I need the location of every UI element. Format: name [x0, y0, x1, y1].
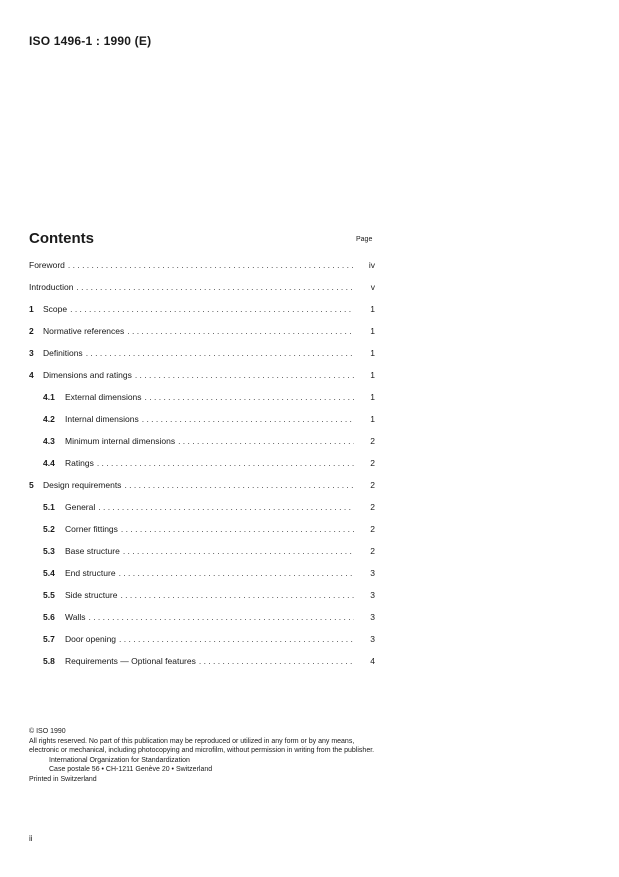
toc-entry-title: Design requirements: [43, 480, 122, 490]
toc-entry-5-2[interactable]: [29, 524, 375, 546]
document-id: ISO 1496-1 : 1990 (E): [29, 34, 152, 48]
toc-entry-5-8[interactable]: [29, 656, 375, 678]
toc-entry-title: Minimum internal dimensions: [65, 436, 176, 446]
leader-dots: [119, 568, 354, 578]
toc-entry-number: 4.1: [43, 392, 55, 402]
leader-dots: [145, 392, 354, 402]
toc-entry-title: Definitions: [43, 348, 83, 358]
leader-dots: [121, 524, 354, 534]
leader-dots: [178, 436, 354, 446]
toc-entry-5-5[interactable]: [29, 590, 375, 612]
toc-entry-title: Base structure: [65, 546, 120, 556]
leader-dots: [119, 634, 354, 644]
toc-entry-number: 4.2: [43, 414, 55, 424]
toc-entry-4[interactable]: [29, 370, 375, 392]
toc-entry-number: 5.6: [43, 612, 55, 622]
toc-entry-number: 4.4: [43, 458, 55, 468]
toc-entry-page: 3: [370, 634, 375, 644]
toc-entry-title: Ratings: [65, 458, 94, 468]
printed-in: Printed in Switzerland: [29, 775, 97, 783]
toc-entry-page: 1: [370, 326, 375, 336]
organization-address: Case postale 56 • CH-1211 Genève 20 • Switzerland: [49, 766, 213, 773]
toc-entry-page: 2: [370, 436, 375, 446]
toc-entry-page: 3: [370, 590, 375, 600]
toc-entry-number: 4.3: [43, 436, 55, 446]
leader-dots: [98, 502, 354, 512]
toc-entry-5-1[interactable]: [29, 502, 375, 524]
leader-dots: [88, 612, 354, 622]
toc-entry-title: General: [65, 502, 96, 512]
toc-entry-title: Dimensions and ratings: [43, 370, 132, 380]
toc-entry-page: 3: [370, 568, 375, 578]
toc-entry-page: iv: [368, 260, 375, 270]
toc-entry-title: Internal dimensions: [65, 414, 139, 424]
toc-entry-number: 5: [29, 480, 34, 490]
toc-entry-page: 4: [370, 656, 375, 666]
leader-dots: [123, 546, 354, 556]
copyright-block: [29, 727, 379, 784]
toc-entry-page: 1: [370, 348, 375, 358]
toc-entry-title: External dimensions: [65, 392, 142, 402]
toc-entry-title: Requirements — Optional features: [65, 656, 196, 666]
toc-entry-page: 2: [370, 480, 375, 490]
toc-entry-page: 1: [370, 392, 375, 402]
toc-entry-4-2[interactable]: [29, 414, 375, 436]
toc-entry-page: 2: [370, 502, 375, 512]
toc-entry-page: 1: [370, 304, 375, 314]
toc-entry-title: Corner fittings: [65, 524, 118, 534]
leader-dots: [86, 348, 354, 358]
toc-entry-5-7[interactable]: [29, 634, 375, 656]
toc-entry-title: Walls: [65, 612, 86, 622]
toc-entry-1[interactable]: [29, 304, 375, 326]
toc-entry-5-4[interactable]: [29, 568, 375, 590]
toc-entry-4-1[interactable]: [29, 392, 375, 414]
toc-entry-number: 3: [29, 348, 34, 358]
toc-entry-number: 5.7: [43, 634, 55, 644]
toc-entry-number: 1: [29, 304, 34, 314]
toc-entry-5-3[interactable]: [29, 546, 375, 568]
toc-entry-foreword[interactable]: [29, 260, 375, 282]
toc-entry-page: 2: [370, 524, 375, 534]
leader-dots: [127, 326, 354, 336]
toc-entry-number: 5.8: [43, 656, 55, 666]
toc-entry-title: Normative references: [43, 326, 125, 336]
toc-entry-page: v: [370, 282, 375, 292]
toc-entry-2[interactable]: [29, 326, 375, 348]
toc-entry-number: 4: [29, 370, 34, 380]
toc-entry-page: 2: [370, 546, 375, 556]
toc-entry-title: Side structure: [65, 590, 118, 600]
leader-dots: [124, 480, 354, 490]
contents-title: Contents: [29, 230, 94, 247]
toc-entry-page: 3: [370, 612, 375, 622]
toc-entry-5-6[interactable]: [29, 612, 375, 634]
rights-statement: All rights reserved. No part of this publication may be reproduced or utilized in any form or by any means, electronic or mechanical, including photocopying and microfilm, without permission in writing from the publisher.: [29, 737, 375, 754]
toc-entry-title: Door opening: [65, 634, 117, 644]
organization-name: International Organization for Standardization: [49, 756, 190, 764]
toc-entry-introduction[interactable]: [29, 282, 375, 304]
toc-entry-title: Introduction: [29, 282, 74, 292]
toc-entry-3[interactable]: [29, 348, 375, 370]
toc-entry-title: Scope: [43, 304, 68, 314]
toc-entry-number: 5.3: [43, 546, 55, 556]
toc-entry-5[interactable]: [29, 480, 375, 502]
toc-entry-page: 1: [370, 414, 375, 424]
leader-dots: [68, 260, 354, 270]
leader-dots: [142, 414, 354, 424]
leader-dots: [97, 458, 354, 468]
table-of-contents: [29, 260, 375, 678]
toc-entry-title: End structure: [65, 568, 116, 578]
page-column-label: Page: [356, 236, 373, 243]
copyright-line: © ISO 1990: [29, 728, 66, 735]
toc-entry-number: 5.5: [43, 590, 55, 600]
toc-entry-page: 1: [370, 370, 375, 380]
toc-entry-number: 5.2: [43, 524, 55, 534]
toc-entry-page: 2: [370, 458, 375, 468]
leader-dots: [120, 590, 354, 600]
leader-dots: [70, 304, 354, 314]
leader-dots: [76, 282, 354, 292]
toc-entry-title: Foreword: [29, 260, 65, 270]
toc-entry-number: 5.4: [43, 568, 55, 578]
leader-dots: [135, 370, 354, 380]
toc-entry-4-3[interactable]: [29, 436, 375, 458]
toc-entry-number: 2: [29, 326, 34, 336]
toc-entry-number: 5.1: [43, 502, 55, 512]
toc-entry-4-4[interactable]: [29, 458, 375, 480]
page-number: ii: [29, 834, 33, 843]
leader-dots: [199, 656, 354, 666]
